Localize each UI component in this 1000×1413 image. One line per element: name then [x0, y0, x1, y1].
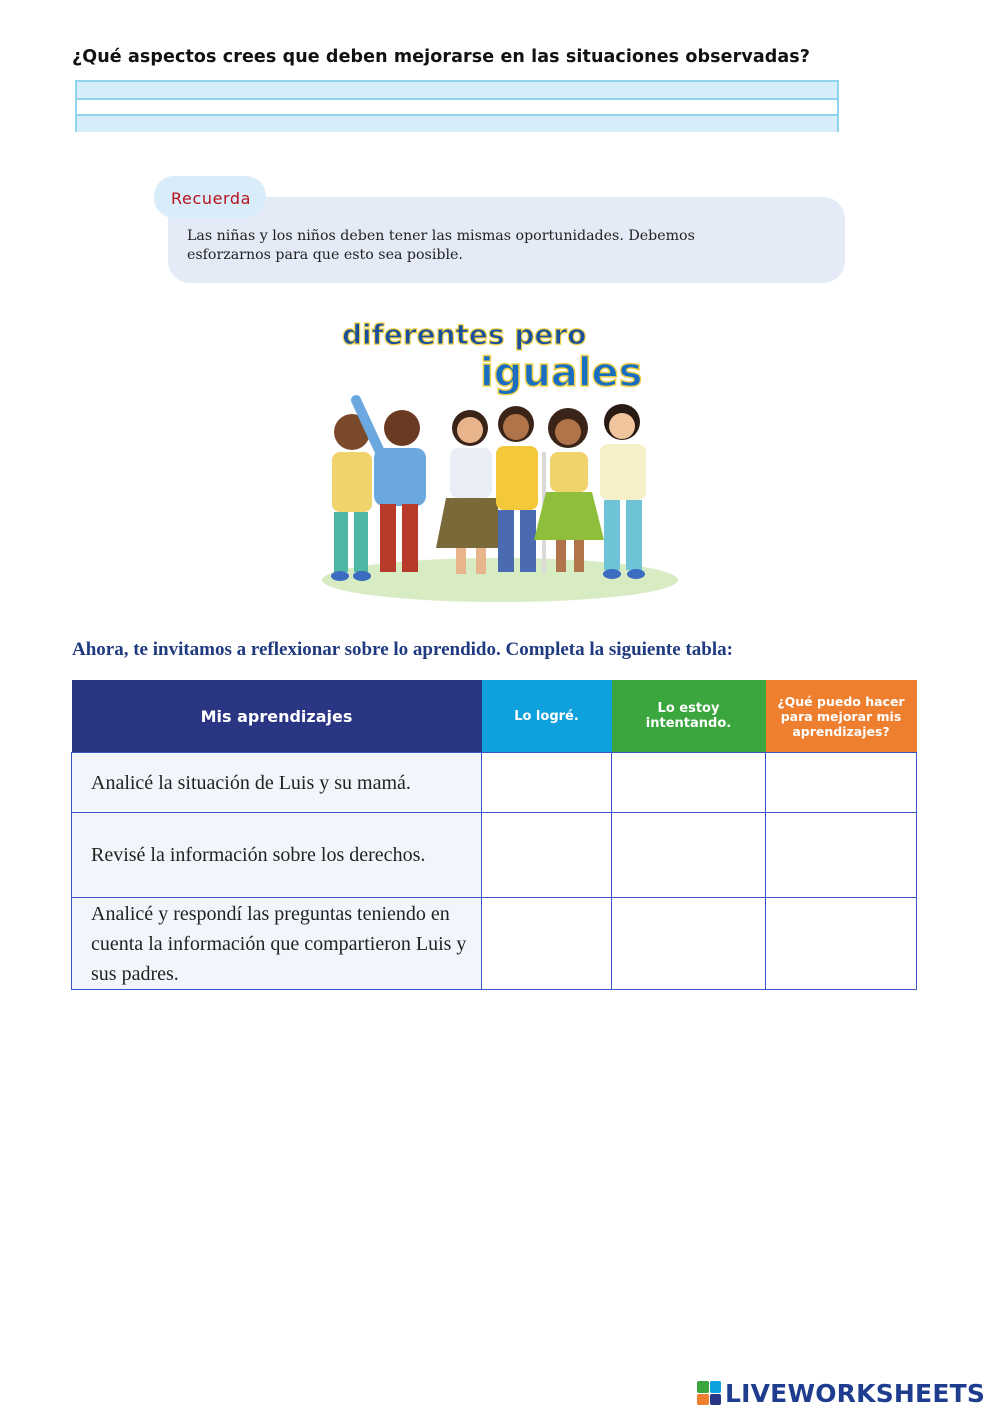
child-figure — [436, 410, 506, 574]
table-row — [72, 898, 917, 990]
illustration-title-line2: iguales — [480, 350, 643, 396]
question-heading: ¿Qué aspectos crees que deben mejorarse en las situaciones observadas? — [72, 47, 811, 67]
illustration-title-line1: diferentes pero — [342, 318, 587, 351]
answer-line[interactable] — [77, 82, 837, 98]
header-lo-estoy-intentando: Lo estoy intentando. — [612, 680, 766, 753]
skill-cell: Analicé la situación de Luis y su mamá. — [72, 753, 482, 813]
answer-line[interactable] — [77, 116, 837, 132]
table-row — [72, 813, 917, 898]
header-lo-logre: Lo logré. — [482, 680, 612, 753]
skill-cell: Revisé la información sobre los derechos. — [72, 813, 482, 898]
child-figure — [600, 404, 646, 579]
recuerda-text: Las niñas y los niños deben tener las mismas oportunidades. Debemos esforzarnos para que esto sea posible. — [187, 228, 695, 263]
header-que-puedo-hacer: ¿Qué puedo hacer para mejorar mis aprendizajes? — [766, 680, 917, 753]
lo-estoy-intentando-cell[interactable] — [612, 898, 766, 990]
header-mis-aprendizajes: Mis aprendizajes — [72, 680, 482, 753]
recuerda-title: Recuerda — [171, 189, 252, 208]
table-row — [72, 753, 917, 813]
lo-logre-cell[interactable] — [482, 898, 612, 990]
child-figure — [496, 406, 544, 574]
answer-input-box[interactable] — [75, 80, 839, 132]
liveworksheets-brand: LIVEWORKSHEETS — [725, 1378, 986, 1408]
self-evaluation-table — [71, 680, 917, 990]
liveworksheets-logo — [697, 1378, 985, 1408]
liveworksheets-logo-icon — [697, 1381, 721, 1405]
mejorar-cell[interactable] — [766, 813, 917, 898]
answer-divider — [77, 98, 837, 100]
children-illustration — [310, 312, 690, 607]
lo-logre-cell[interactable] — [482, 813, 612, 898]
lo-estoy-intentando-cell[interactable] — [612, 813, 766, 898]
mejorar-cell[interactable] — [766, 753, 917, 813]
lo-logre-cell[interactable] — [482, 753, 612, 813]
skill-cell: Analicé y respondí las preguntas teniendo en cuenta la información que compartieron Luis y sus padres. — [72, 898, 482, 990]
instruction-text: Ahora, te invitamos a reflexionar sobre lo aprendido. Completa la siguiente tabla: — [72, 639, 733, 660]
child-figure — [331, 414, 372, 581]
mejorar-cell[interactable] — [766, 898, 917, 990]
lo-estoy-intentando-cell[interactable] — [612, 753, 766, 813]
